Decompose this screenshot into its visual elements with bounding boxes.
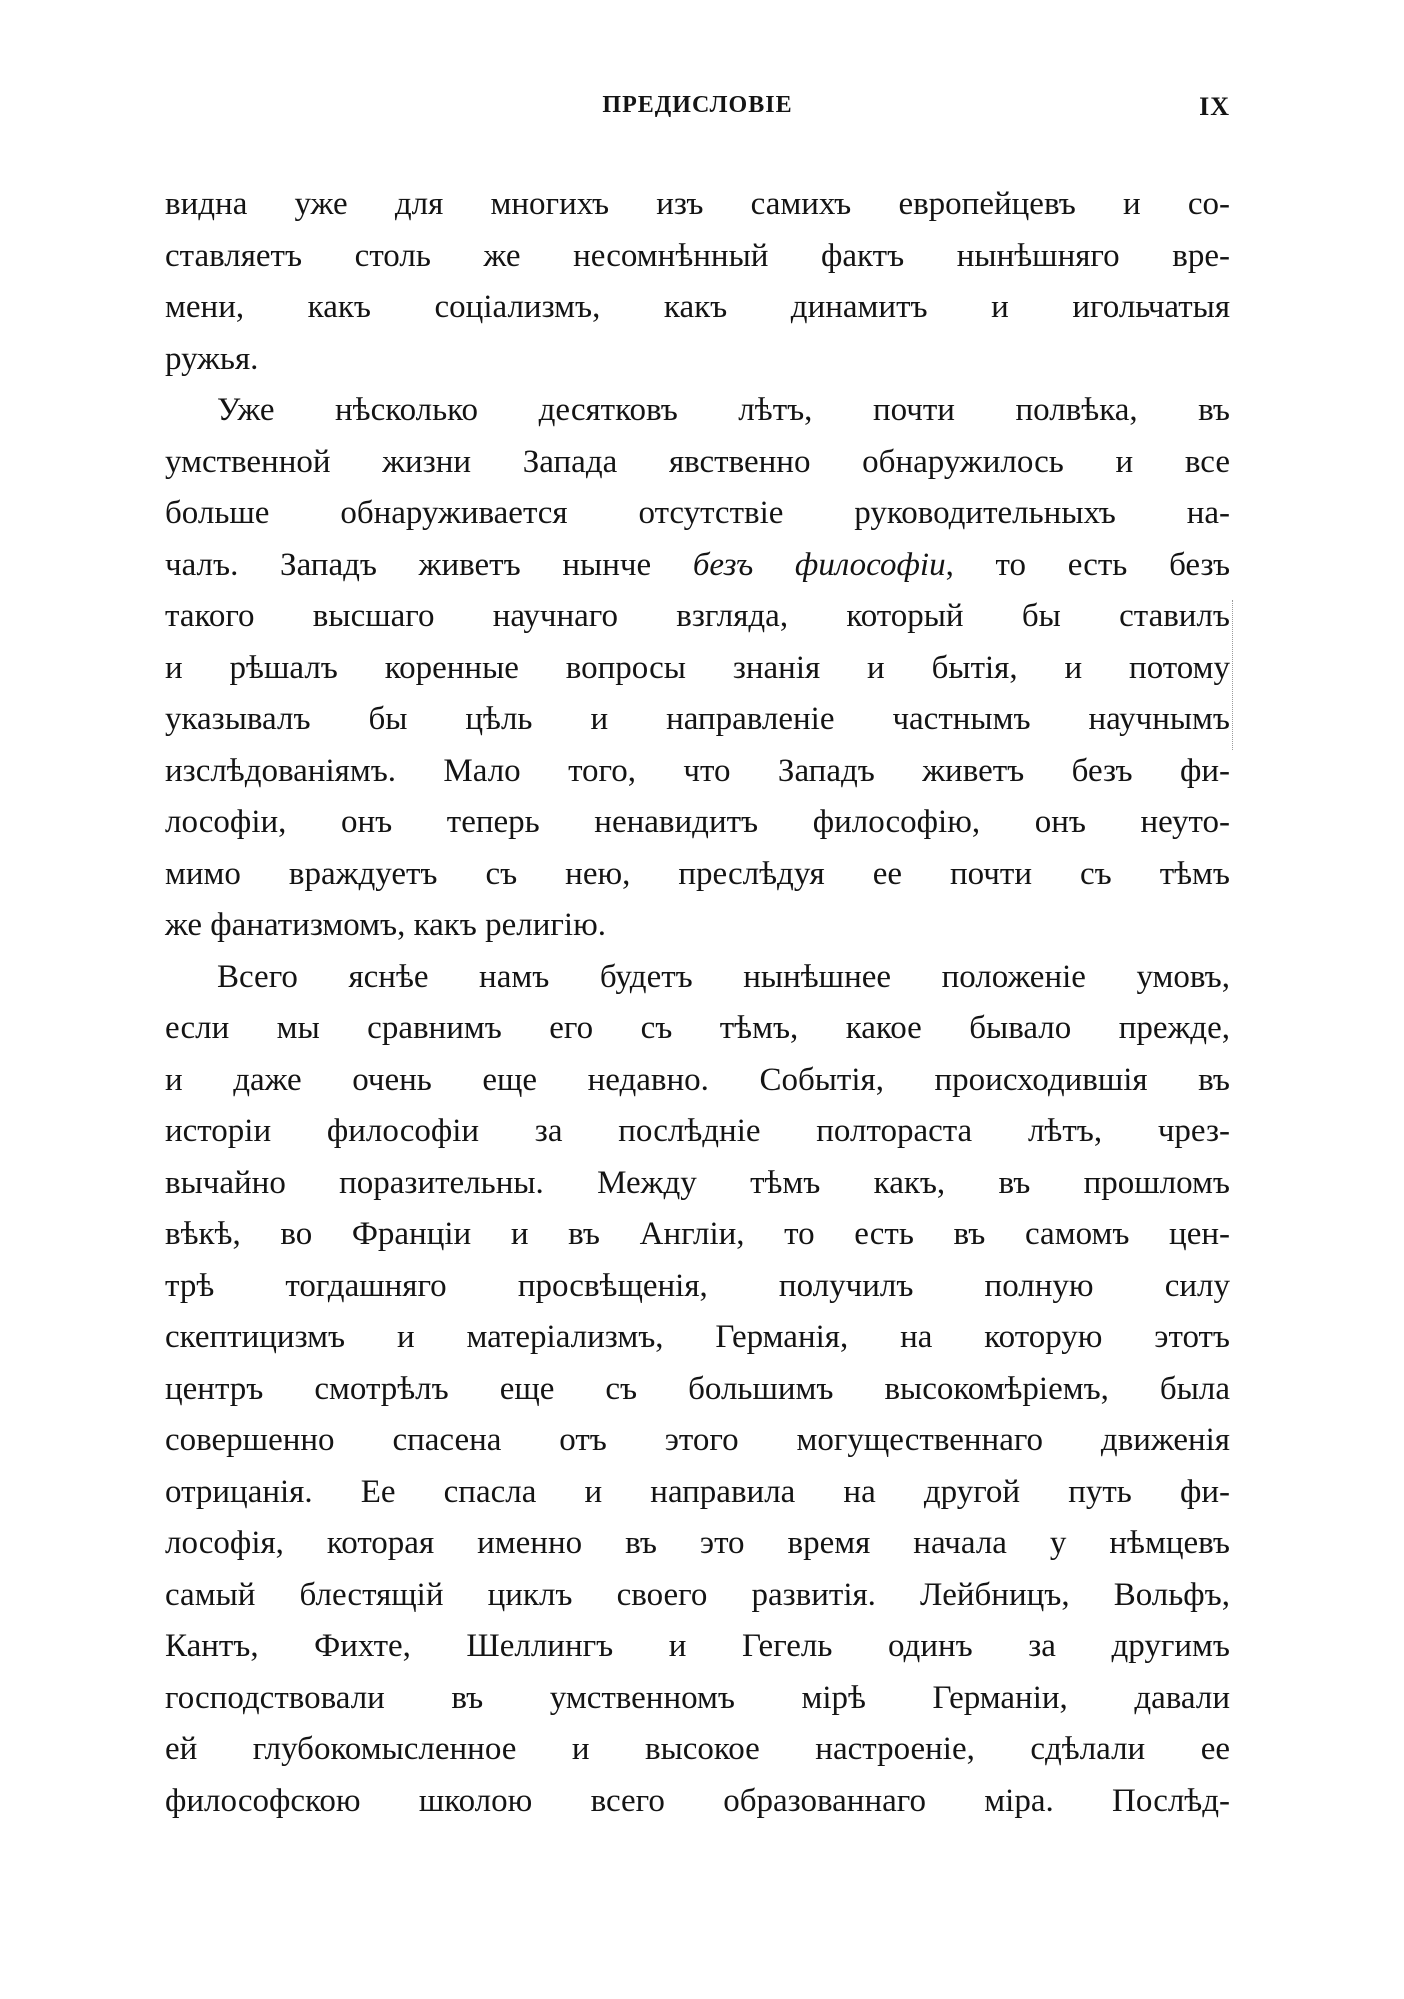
paragraph-3 [165, 952, 1230, 1828]
text-line: скептицизмъ и матеріализмъ, Германія, на которую этотъ [165, 1319, 1230, 1355]
text-line: видна уже для многихъ изъ самихъ европейцевъ и со- [165, 186, 1230, 222]
text-line: вычайно поразительны. Между тѣмъ какъ, въ прошломъ [165, 1164, 1230, 1201]
text-line: господствовали въ умственномъ мірѣ Германіи, давали [165, 1679, 1230, 1716]
text-line: изслѣдованіямъ. Мало того, что Западъ живетъ безъ фи- [165, 752, 1230, 789]
text-line: совершенно спасена отъ этого могущественнаго движенія [165, 1422, 1230, 1458]
italic-phrase: безъ философіи [692, 546, 946, 583]
text-line: исторіи философіи за послѣдніе полтораста лѣтъ, чрез- [165, 1113, 1230, 1149]
text-line: трѣ тогдашняго просвѣщенія, получилъ полную силу [165, 1267, 1230, 1304]
body-text [165, 179, 1230, 1827]
text-line: если мы сравнимъ его съ тѣмъ, какое бывало прежде, [165, 1010, 1230, 1046]
text-line: ставляетъ столь же несомнѣнный фактъ нынѣшняго вре- [165, 237, 1230, 274]
text-line: Кантъ, Фихте, Шеллингъ и Гегель одинъ за другимъ [165, 1628, 1230, 1664]
text-line: центръ смотрѣлъ еще съ большимъ высокомѣріемъ, была [165, 1370, 1230, 1407]
text-line: и даже очень еще недавно. Событія, происходившія въ [165, 1061, 1230, 1098]
text-line: лософія, которая именно въ это время начала у нѣмцевъ [165, 1525, 1230, 1561]
text-line: же фанатизмомъ, какъ религію. [165, 907, 607, 943]
text-line: больше обнаруживается отсутствіе руководительныхъ на- [165, 495, 1230, 531]
margin-dotted-mark [1232, 600, 1237, 750]
text-line: умственной жизни Запада явственно обнаружилось и все [165, 443, 1230, 480]
text-line: ей глубокомысленное и высокое настроеніе, сдѣлали ее [165, 1731, 1230, 1767]
paragraph-2 [165, 385, 1230, 952]
text-line: лософіи, онъ теперь ненавидитъ философію, онъ неуто- [165, 804, 1230, 840]
text-line: Уже нѣсколько десятковъ лѣтъ, почти полвѣка, въ [217, 392, 1230, 428]
text-line: и рѣшалъ коренные вопросы знанія и бытія, и потому [165, 649, 1230, 686]
paragraph-1 [165, 179, 1230, 385]
text-line: Всего яснѣе намъ будетъ нынѣшнее положеніе умовъ, [217, 958, 1230, 995]
text-line: самый блестящій циклъ своего развитія. Лейбницъ, Вольфъ, [165, 1576, 1230, 1613]
text-line-with-italic [165, 540, 1230, 592]
text-line: мени, какъ соціализмъ, какъ динамитъ и игольчатыя [165, 289, 1230, 325]
text-line: философскою школою всего образованнаго міра. Послѣд- [165, 1782, 1230, 1819]
text-fragment: , то есть безъ [945, 546, 1231, 583]
running-head [165, 92, 1230, 132]
text-line: такого высшаго научнаго взгляда, который бы ставилъ [165, 598, 1230, 634]
text-fragment: чалъ. Западъ живетъ нынче [165, 546, 693, 583]
text-line: вѣкѣ, во Франціи и въ Англіи, то есть въ самомъ цен- [165, 1216, 1230, 1252]
running-title: ПРЕДИСЛОВІЕ [602, 92, 793, 118]
text-line: указывалъ бы цѣль и направленіе частнымъ научнымъ [165, 701, 1230, 737]
text-line: мимо враждуетъ съ нею, преслѣдуя ее почти съ тѣмъ [165, 855, 1230, 892]
text-line: ружья. [165, 340, 259, 377]
text-line: отрицанія. Ее спасла и направила на другой путь фи- [165, 1473, 1230, 1510]
page-number: IX [1199, 92, 1230, 121]
